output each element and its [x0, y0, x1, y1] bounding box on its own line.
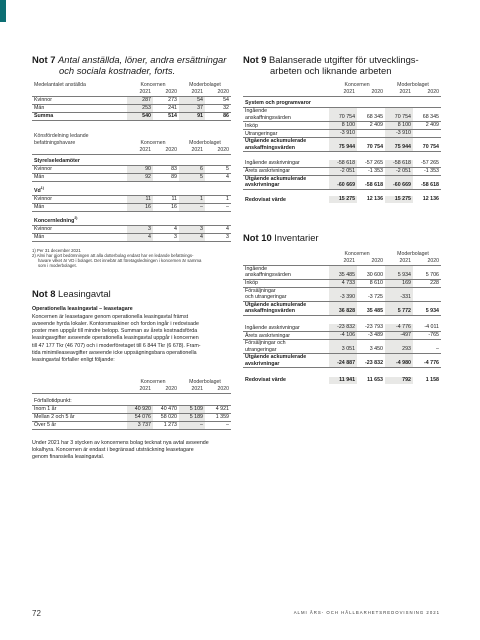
section-heading: System och programvaror	[243, 97, 441, 108]
cell-value: 68 345	[413, 108, 441, 122]
ledning-heading: Koncernledning$^{2)}$	[32, 211, 231, 225]
cell-value: -3 910	[329, 130, 357, 138]
row-label: Årets avskrivningar	[243, 332, 329, 340]
note8-after-text: Under 2021 har 3 stycken av koncernens bolag tecknat nya avtal avseende lokalhyra. Koncernen är endast i begränsad utsträckning leasetagare genom finansiella leasingavtal.	[32, 439, 209, 461]
table-row: Kvinnor 90 83 6 5	[34, 166, 229, 172]
cell-value: 35 485	[329, 265, 357, 279]
table-row	[243, 324, 441, 332]
cell-value: -3 725	[357, 287, 385, 301]
styrelse-heading: Styrelseledamöter	[32, 155, 231, 166]
vd-heading: Vd$^{1)}$	[32, 182, 231, 196]
cell-value: -1 353	[413, 167, 441, 175]
gender-table: Könsfördelning ledande befattningshavare Koncernen Moderbolaget 2021 2020 2021 2020 Styrelseledamöter Kvinnor 90 83 6 5 Män 92 89 5 4 Vd$^{1)}$ Kvinnor 11 11 1 1 Män 16 16 – – Koncernledning$^{2)}$ Kvinnor 3 4 3 4 Män 4 3 4 3	[34, 133, 229, 240]
cell-value: -23 793	[357, 324, 385, 332]
row-label: Utgående ackumulerade anskaffningsvärden	[243, 138, 329, 152]
cell-value: -58 618	[413, 175, 441, 189]
table-row	[243, 287, 441, 301]
table-row	[243, 332, 441, 340]
cell-value: -58 618	[357, 175, 385, 189]
table-row: Inom 1 år 40 920 40 470 5 109 4 921	[34, 405, 229, 412]
table-row	[243, 354, 441, 368]
result-row: Redovisat värde 15 275 12 136 15 275 12 136	[245, 196, 439, 203]
cell-value: 36 828	[329, 301, 357, 315]
table-row: Kvinnor 287 273 54 54	[34, 97, 229, 103]
cell-value: -497	[385, 332, 413, 340]
cell-value: 3 051	[329, 340, 357, 354]
cell-value: -4 011	[413, 324, 441, 332]
table-row	[243, 138, 441, 152]
cell-value: 8 100	[329, 122, 357, 130]
cell-value: 70 754	[385, 108, 413, 122]
cell-value	[413, 130, 441, 138]
cell-value: -331	[385, 287, 413, 301]
cell-value: -4 980	[385, 354, 413, 368]
table-row: Mellan 2 och 5 år 54 076 58 020 5 189 1 359	[34, 413, 229, 420]
cell-value: 70 754	[413, 138, 441, 152]
cell-value: -4 106	[329, 332, 357, 340]
cell-value: 2 409	[413, 122, 441, 130]
table-row	[243, 301, 441, 315]
cell-value: -58 618	[385, 160, 413, 168]
table-row	[243, 130, 441, 138]
table-row: Män 92 89 5 4	[34, 174, 229, 180]
row-label: Inköp	[243, 122, 329, 130]
row-label: Ingående anskaffningsvärden	[243, 265, 329, 279]
cell-value: -60 669	[385, 175, 413, 189]
cell-value: -23 832	[329, 324, 357, 332]
row-label: Inköp	[243, 279, 329, 287]
gender-label: Könsfördelning ledande	[34, 133, 89, 139]
note9-table: Koncernen Moderbolaget 2021 2020 2021 2020 System och programvaror Ingående anskaffningsvärden 70 754 68 345 70 754 68 345 Inköp 8 100 2 409 8 100 2 409 Utrangeringar -3 910 -3 910 Utgående ackumulerade anskaffningsvärden 75 944 70 754 75 944 70 754 Ingående avskrivningar -58 618 -57 265 -58 618 -57 265 Årets avskrivningar -2 051 -1 353 -2 051 -1 353 Utgående ackumulerade avskrivningar -60 669 -58 618 -60 669 -58 618 Redovisat värde 15 275 12 136 15 275 12 136	[245, 82, 439, 203]
row-label: Årets avskrivningar	[243, 167, 329, 175]
cell-value: -23 832	[357, 354, 385, 368]
note7-title: Not 7 Antal anställda, löner, andra ersättningar och sociala kostnader, forts.	[32, 54, 227, 76]
cell-value: 5 706	[413, 265, 441, 279]
cell-value: 5 772	[385, 301, 413, 315]
result-row: Redovisat värde 11 941 11 653 792 1 158	[245, 376, 439, 383]
row-label: Utrangeringar	[243, 130, 329, 138]
cell-value: 75 944	[329, 138, 357, 152]
table-row	[243, 279, 441, 287]
note9-title: Not 9 Balanserade utgifter för utvecklings- arbeten och liknande arbeten	[243, 54, 419, 76]
cell-value: 70 754	[329, 108, 357, 122]
cell-value	[357, 130, 385, 138]
footnotes: 1) Per 31 december 2021 2) Almi har gjort bedömningen att alla dotterbolag endast har en ledande befattnings- havare vilket är VD i bolaget. Det innebär att företagsledningen i koncernen är samma som i moderbolaget.	[32, 247, 202, 269]
employees-label: Medelantalet anställda	[34, 82, 86, 88]
table-row-total: Summa 540 514 91 86	[34, 113, 229, 119]
note10-title: Not 10 Inventarier	[243, 232, 319, 243]
row-label: Ingående avskrivningar	[243, 324, 329, 332]
cell-value: -2 051	[329, 167, 357, 175]
table-row	[243, 167, 441, 175]
cell-value: -58 618	[329, 160, 357, 168]
cell-value: -3 910	[385, 130, 413, 138]
cell-value: 228	[413, 279, 441, 287]
cell-value: -57 265	[357, 160, 385, 168]
cell-value: -4 776	[385, 324, 413, 332]
cell-value: 2 409	[357, 122, 385, 130]
running-footer: ALMI ÅRS- OCH HÅLLBARHETSREDOVISNING 2021	[293, 610, 440, 615]
cell-value: 8 610	[357, 279, 385, 287]
cell-value: 5 934	[385, 265, 413, 279]
cell-value: –	[413, 340, 441, 354]
cell-value: -3 489	[357, 332, 385, 340]
table-row	[243, 122, 441, 130]
cell-value: 68 345	[357, 108, 385, 122]
cell-value: -24 887	[329, 354, 357, 368]
lease-table: Koncernen Moderbolaget 2021 2020 2021 2020 Förfallotidpunkt: Inom 1 år 40 920 40 470 5 109 4 921 Mellan 2 och 5 år 54 076 58 020 5 189 1 359 Över 5 år 3 737 1 273 – –	[34, 378, 229, 428]
row-label: Ingående avskrivningar	[243, 160, 329, 168]
row-label: Utgående ackumulerade avskrivningar	[243, 354, 329, 368]
table-row: Män 253 241 37 32	[34, 105, 229, 111]
left-column	[32, 55, 231, 461]
right-column	[243, 55, 441, 384]
table-row	[243, 108, 441, 122]
row-label: Ingående anskaffningsvärden	[243, 108, 329, 122]
table-row: Kvinnor 3 4 3 4	[34, 225, 229, 232]
note8-title: Not 8 Leasingavtal	[32, 287, 111, 299]
row-label: Utgående ackumulerade anskaffningsvärden	[243, 301, 329, 315]
cell-value: -3 390	[329, 287, 357, 301]
cell-value: 8 100	[385, 122, 413, 130]
cell-value: 5 934	[413, 301, 441, 315]
row-label: Försäljningar och utrangeringar	[243, 340, 329, 354]
table-row	[243, 175, 441, 189]
cell-value	[413, 287, 441, 301]
cell-value: 4 733	[329, 279, 357, 287]
cell-value: -57 265	[413, 160, 441, 168]
table-row: Män 16 16 – –	[34, 203, 229, 210]
cell-value: 169	[385, 279, 413, 287]
employees-table: Medelantalet anställda Koncernen Moderbolaget 2021 2020 2021 2020 Kvinnor 287 273 54 54 Män 253 241 37 32 Summa 540 514 91 86	[34, 82, 229, 119]
row-label: Utgående ackumulerade avskrivningar	[243, 175, 329, 189]
table-row: Över 5 år 3 737 1 273 – –	[34, 421, 229, 428]
table-row	[243, 265, 441, 279]
cell-value: 70 754	[357, 138, 385, 152]
table-row	[243, 340, 441, 354]
table-row	[243, 160, 441, 168]
cell-value: -60 669	[329, 175, 357, 189]
note10-table: Koncernen Moderbolaget 2021 2020 2021 2020 Ingående anskaffningsvärden 35 485 30 600 5 934 5 706 Inköp 4 733 8 610 169 228 Försäljningar och utrangeringar -3 390 -3 725 -331 Utgående ackumulerade anskaffningsvärden 36 828 35 485 5 772 5 934 Ingående avskrivningar -23 832 -23 793 -4 776 -4 011 Årets avskrivningar -4 106 -3 489 -497 -765 Försäljningar och utrangeringar 3 051 3 450 293 – Utgående ackumulerade avskrivningar -24 887 -23 832 -4 980 -4 776 Redovisat värde 11 941 11 653 792 1 158	[245, 250, 439, 383]
cell-value: 3 450	[357, 340, 385, 354]
row-label: Försäljningar och utrangeringar	[243, 287, 329, 301]
table-row: Män 4 3 4 3	[34, 233, 229, 240]
cell-value: -765	[413, 332, 441, 340]
table-row: Kvinnor 11 11 1 1	[34, 195, 229, 202]
cell-value: 35 485	[357, 301, 385, 315]
due-label: Förfallotidpunkt:	[32, 393, 231, 405]
cell-value: -1 353	[357, 167, 385, 175]
cell-value: 30 600	[357, 265, 385, 279]
cell-value: -4 776	[413, 354, 441, 368]
cell-value: 293	[385, 340, 413, 354]
cell-value: -2 051	[385, 167, 413, 175]
page-number: 72	[32, 609, 41, 618]
note8-paragraph: Operationella leasingavtal – leasetagare Koncernen är leasetagare genom operationella leasingavtal främst avseende hyrda lokaler. Kontorsmaskiner och fordon ingår i redovisade poster men uppgår till mindre belopp. Summan av årets kostnadsförda leasingavgifter avseende operationella leasingavtal uppgår i koncernen till 47 177 Tkr (46 707) och i moderföretaget till 6 844 Tkr (6 678). Fram- tida minimileaseavgifter avseende icke uppsägningsbara operationella leasingavtal förfaller enligt följande:	[32, 306, 201, 364]
cell-value: 75 944	[385, 138, 413, 152]
